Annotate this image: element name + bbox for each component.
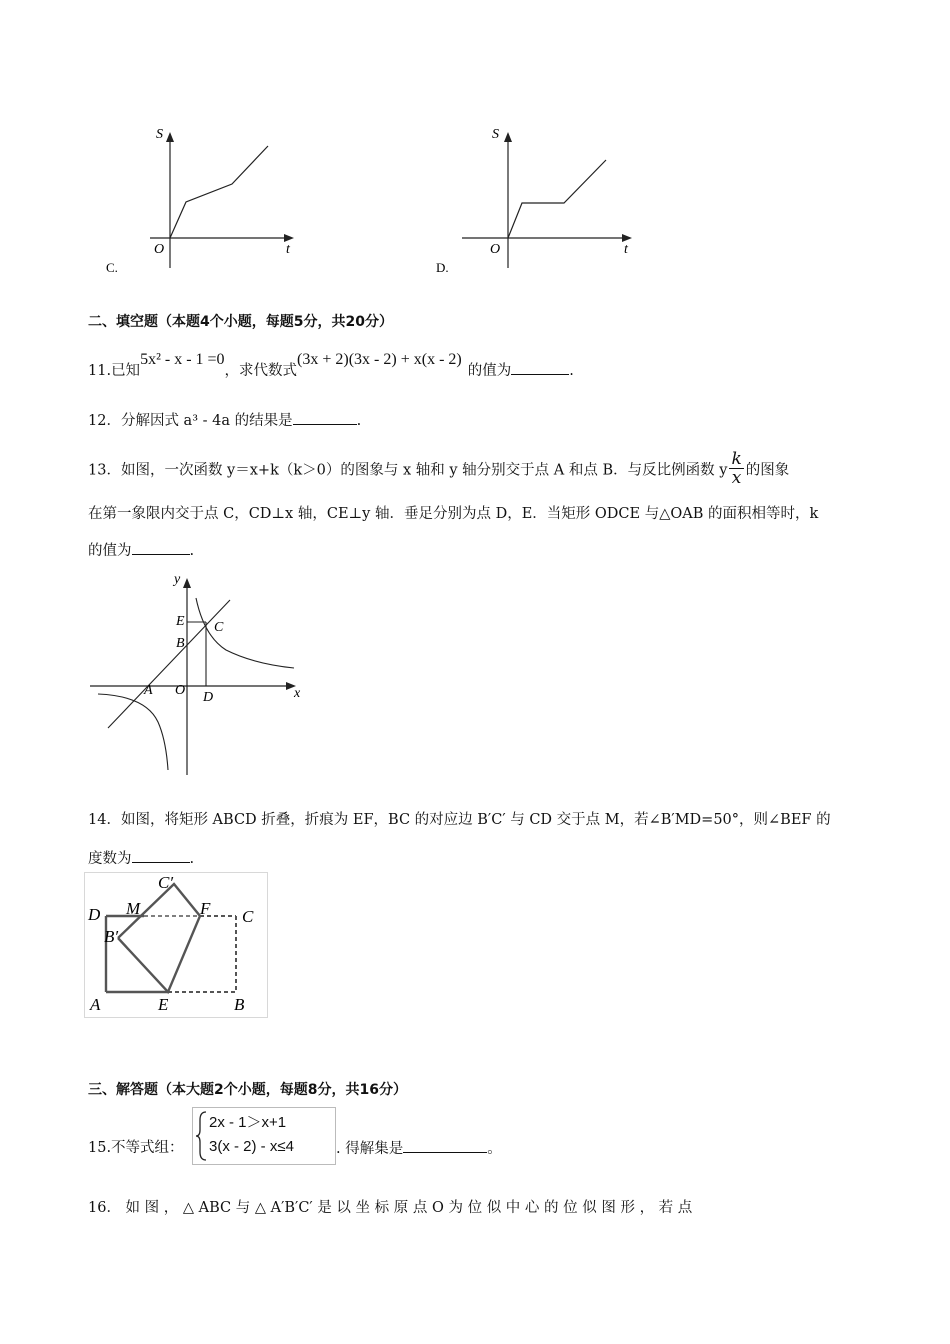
fig13-point-c: C xyxy=(214,620,224,635)
fig14-point-b1: B′ xyxy=(104,927,119,946)
figure-14 xyxy=(84,872,268,1018)
question-15-tail xyxy=(336,1138,502,1159)
q12-answer-blank[interactable] xyxy=(293,410,357,425)
q11-number: 11. xyxy=(88,363,112,379)
fig13-x-label: x xyxy=(294,686,301,701)
q11-end: . xyxy=(569,363,574,379)
fig13-point-d: D xyxy=(203,690,214,705)
question-13-line-3 xyxy=(88,540,194,561)
q13-line-1-a: 13．如图，一次函数 y＝x+k（k＞0）的图象与 x 轴和 y 轴分别交于点 A 和点 B．与反比例函数 y xyxy=(88,462,728,479)
q14-line-1: 14．如图，将矩形 ABCD 折叠，折痕为 EF，BC 的对应边 B′C′ 与 CD 交于点 M，若∠B′MD=50°，则∠BEF 的 xyxy=(88,812,831,828)
fig14-point-c1: C′ xyxy=(158,873,174,892)
graph-c-option: C. xyxy=(106,260,118,275)
q12-text: 12．分解因式 a³ - 4a 的结果是 xyxy=(88,413,293,429)
question-12 xyxy=(88,410,361,431)
q11-text-3: 的值为 xyxy=(467,363,512,379)
fig13-origin: O xyxy=(175,683,186,698)
q15-end: 。 xyxy=(487,1141,502,1157)
graph-d-x-label: t xyxy=(624,242,628,257)
figure-13 xyxy=(86,570,316,780)
graph-d-origin: O xyxy=(490,242,501,257)
q15-inequality-2: 3(x - 2) - x≤4 xyxy=(209,1138,294,1155)
graph-c-y-label: S xyxy=(156,127,163,142)
q11-expression: (3x + 2)(3x - 2) + x(x - 2) xyxy=(297,351,462,368)
q15-answer-blank[interactable] xyxy=(403,1138,487,1153)
fig14-point-e: E xyxy=(158,995,169,1014)
q11-text-1: 已知 xyxy=(111,363,141,379)
graph-c-x-label: t xyxy=(286,242,290,257)
q15-inequality-system xyxy=(192,1107,336,1165)
section-3-title: 三、解答题（本大题2个小题，每题8分，共16分） xyxy=(88,1082,407,1098)
q14-answer-blank[interactable] xyxy=(132,848,190,863)
q14-line-2: 度数为 xyxy=(88,851,132,867)
q13-line-1-b: 的图象 xyxy=(745,462,790,479)
q15-inequality-1: 2x - 1＞x+1 xyxy=(209,1114,287,1131)
q13-end: . xyxy=(189,543,195,559)
q11-equation: 5x² - x - 1 =0 xyxy=(140,351,225,368)
q12-end: . xyxy=(356,413,362,429)
question-13-line-1 xyxy=(88,449,790,489)
graph-c-origin: O xyxy=(154,242,165,257)
fig13-point-b: B xyxy=(176,636,185,651)
q13-answer-blank[interactable] xyxy=(132,540,190,555)
q13-line-3: 的值为 xyxy=(88,543,132,559)
fig13-point-e: E xyxy=(176,614,185,629)
q13-fraction-numerator: k xyxy=(731,449,742,469)
question-11 xyxy=(88,351,574,381)
fig14-point-b: B xyxy=(234,995,245,1014)
q11-text-2: ，求代数式 xyxy=(224,363,298,379)
q15-label: 15.不等式组： xyxy=(88,1140,184,1156)
q14-end: . xyxy=(189,851,195,867)
graph-d-option: D. xyxy=(436,260,449,275)
question-14-line-2 xyxy=(88,848,194,869)
q13-fraction-denominator: x xyxy=(731,468,742,488)
q11-answer-blank[interactable] xyxy=(511,360,569,375)
q13-fraction xyxy=(729,450,743,487)
fig13-point-a: A xyxy=(144,683,153,698)
graph-c xyxy=(90,120,320,280)
q16-text: 16． 如 图 ， △ ABC 与 △ A′B′C′ 是 以 坐 标 原 点 O 为 位 似 中 心 的 位 似 图 形 ， 若 点 xyxy=(88,1200,693,1216)
q15-text-2: . 得解集是 xyxy=(336,1141,404,1157)
section-2-title: 二、填空题（本题4个小题，每题5分，共20分） xyxy=(88,314,393,330)
fig14-point-m: M xyxy=(126,899,141,918)
fig13-y-label: y xyxy=(174,572,181,587)
graph-d-y-label: S xyxy=(492,127,499,142)
fig14-point-d: D xyxy=(88,905,101,924)
graph-d xyxy=(420,120,650,280)
q15-brace xyxy=(195,1110,209,1162)
fig14-point-c: C xyxy=(242,907,254,926)
fig14-point-f: F xyxy=(200,899,211,918)
q13-line-2: 在第一象限内交于点 C，CD⊥x 轴，CE⊥y 轴．垂足分别为点 D，E．当矩形 ODCE 与△OAB 的面积相等时，k xyxy=(88,506,819,522)
fig14-point-a: A xyxy=(90,995,101,1014)
